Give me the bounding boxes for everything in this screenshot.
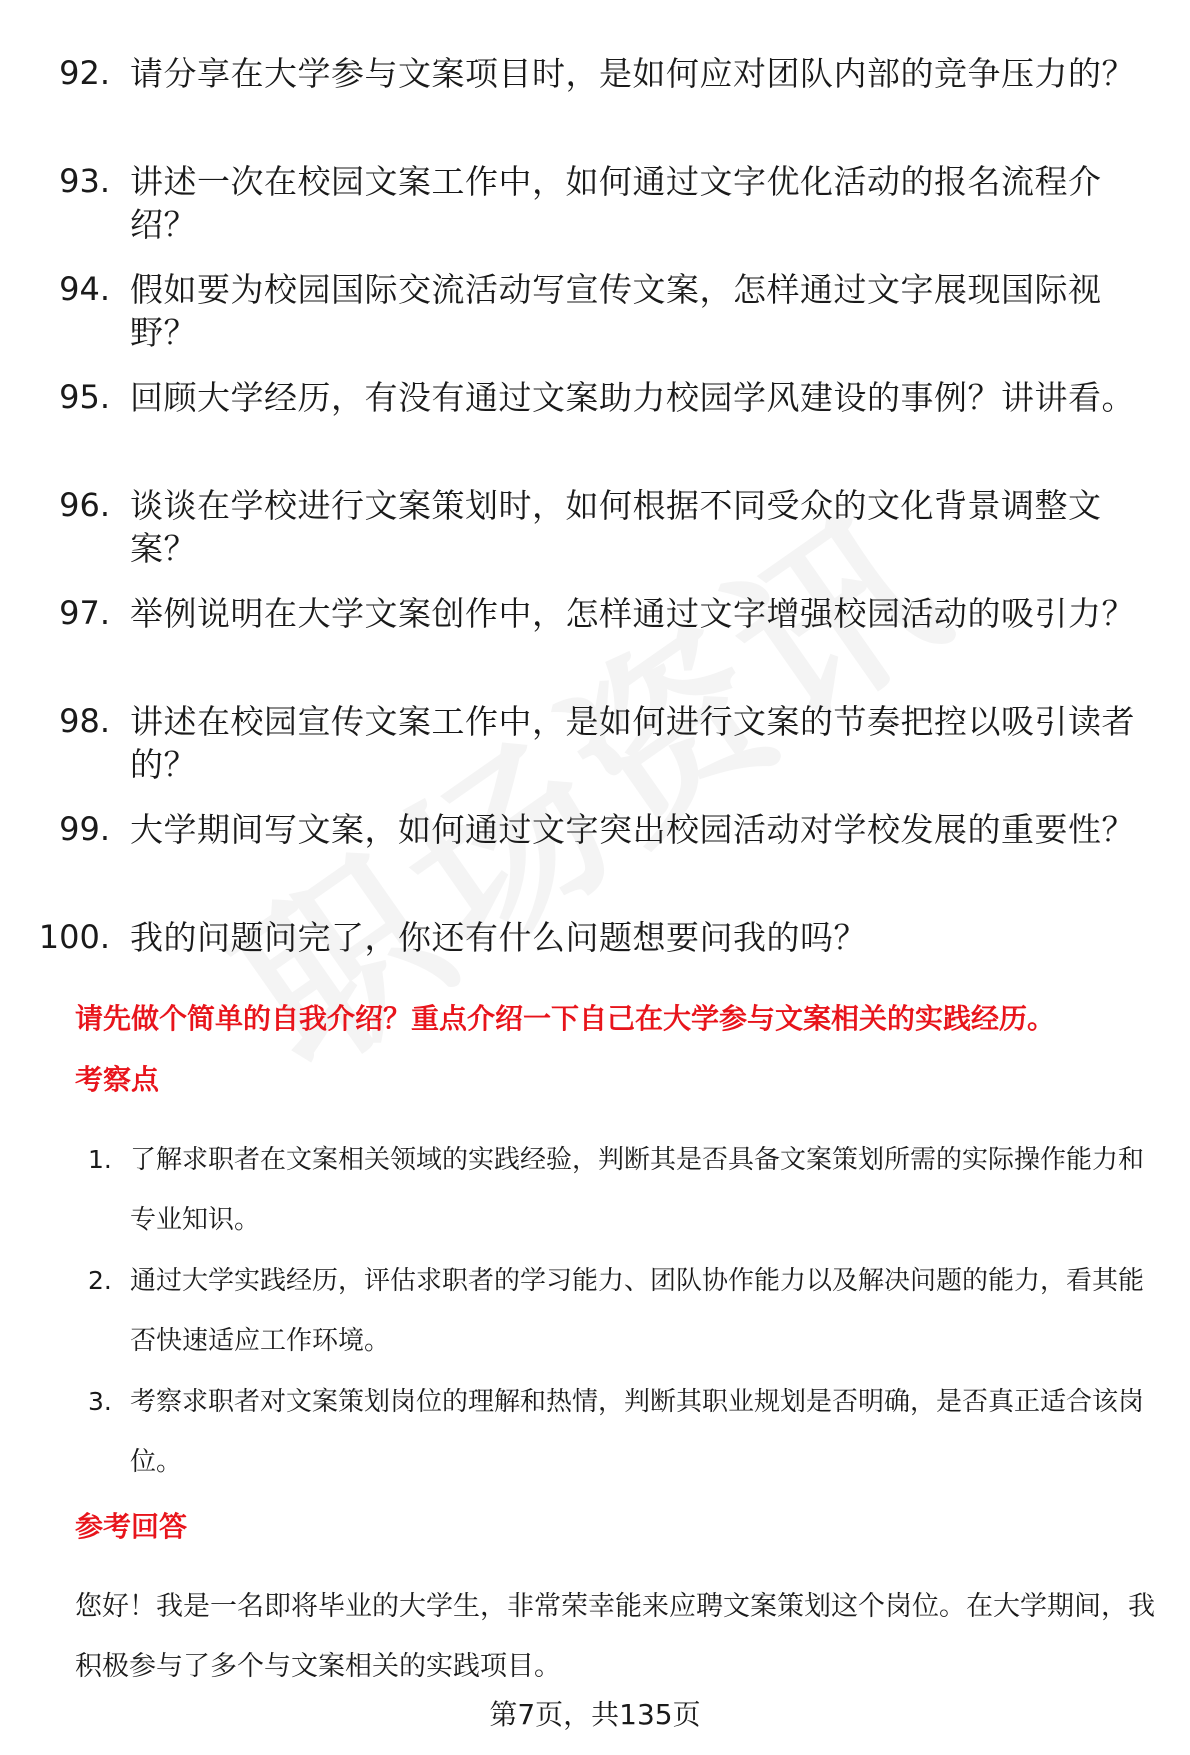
question-item: [0, 808, 1190, 916]
focus-point: [0, 1372, 1190, 1493]
question-text: 假如要为校园国际交流活动写宣传文案，怎样通过文字展现国际视野？: [130, 270, 1102, 352]
question-number: 92.: [59, 54, 110, 92]
focus-point: [0, 1130, 1190, 1251]
question-number: 100.: [38, 918, 110, 956]
question-number: 95.: [59, 378, 110, 416]
question-number: 98.: [59, 702, 110, 740]
question-number: 93.: [59, 162, 110, 200]
focus-point-text: 通过大学实践经历，评估求职者的学习能力、团队协作能力以及解决问题的能力，看其能否快速适应工作环境。: [130, 1266, 1145, 1356]
question-item: [0, 592, 1190, 700]
focus-point-text: 考察求职者对文案策划岗位的理解和热情，判断其职业规划是否明确，是否真正适合该岗位。: [130, 1387, 1145, 1477]
question-item: [0, 376, 1190, 484]
focus-point-number: 3.: [88, 1387, 112, 1416]
question-number: 97.: [59, 594, 110, 632]
focus-point-text: 了解求职者在文案相关领域的实践经验，判断其是否具备文案策划所需的实际操作能力和专业知识。: [130, 1145, 1145, 1235]
focus-heading: 考察点: [75, 1063, 160, 1096]
question-text: 请分享在大学参与文案项目时，是如何应对团队内部的竞争压力的？: [130, 54, 1135, 93]
question-text: 讲述在校园宣传文案工作中，是如何进行文案的节奏把控以吸引读者的？: [130, 702, 1135, 784]
question-item: [0, 484, 1190, 592]
question-item: [0, 268, 1190, 376]
focus-point: [0, 1251, 1190, 1372]
focus-points-list: [0, 1130, 1190, 1493]
answer-heading: 参考回答: [75, 1510, 188, 1543]
question-number: 94.: [59, 270, 110, 308]
question-item: [0, 700, 1190, 808]
section-title: 请先做个简单的自我介绍？重点介绍一下自己在大学参与文案相关的实践经历。: [75, 1002, 1056, 1035]
focus-point-number: 2.: [88, 1266, 112, 1295]
answer-text: 您好！我是一名即将毕业的大学生，非常荣幸能来应聘文案策划这个岗位。在大学期间，我积极参与了多个与文案相关的实践项目。: [75, 1591, 1155, 1682]
question-text: 举例说明在大学文案创作中，怎样通过文字增强校园活动的吸引力？: [130, 594, 1135, 633]
question-text: 大学期间写文案，如何通过文字突出校园活动对学校发展的重要性？: [130, 810, 1135, 849]
question-text: 谈谈在学校进行文案策划时，如何根据不同受众的文化背景调整文案？: [130, 486, 1102, 568]
question-number: 96.: [59, 486, 110, 524]
page-footer: 第7页，共135页: [489, 1698, 701, 1731]
question-number: 99.: [59, 810, 110, 848]
question-text: 回顾大学经历，有没有通过文案助力校园学风建设的事例？讲讲看。: [130, 378, 1135, 417]
focus-point-number: 1.: [88, 1145, 112, 1174]
question-item: [0, 52, 1190, 160]
question-text: 讲述一次在校园文案工作中，如何通过文字优化活动的报名流程介绍？: [130, 162, 1102, 244]
question-text: 我的问题问完了，你还有什么问题想要问我的吗？: [130, 918, 867, 957]
question-item: [0, 160, 1190, 268]
question-list: [0, 52, 1190, 1024]
